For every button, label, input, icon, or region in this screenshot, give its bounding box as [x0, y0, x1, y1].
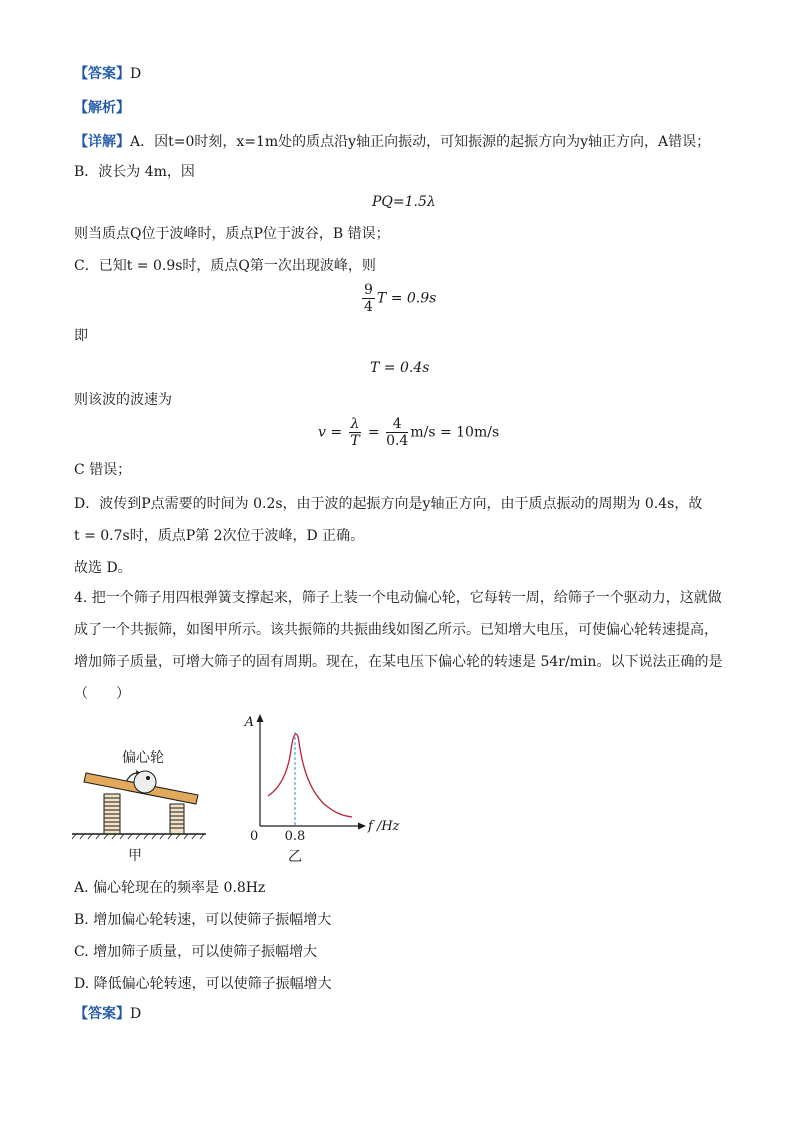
x-axis-label: [367, 819, 400, 834]
y-axis-label: A: [244, 715, 254, 730]
x-axis-arrow-icon: [358, 823, 366, 830]
option-b: B. 增加偏心轮转速，可以使筛子振幅增大: [74, 912, 332, 928]
detail-a-line: [74, 132, 710, 152]
x-axis-label-text: f /Hz: [368, 819, 400, 834]
fraction-numerator: λ: [350, 416, 360, 432]
detail-d-line-1: D．波传到P点需要的时间为 0.2s，由于波的起振方向是y轴正方向，由于质点振动的周期为 0.4s，故: [74, 496, 703, 512]
equation-period: T = 0.4s: [370, 360, 430, 376]
detail-c-ji: 即: [74, 328, 88, 344]
answer-tag: 【答案】: [74, 1006, 130, 1022]
equation-equals: =: [367, 424, 380, 441]
eccentric-wheel-icon: [134, 771, 156, 793]
equation-pq: PQ=1.5λ: [372, 194, 436, 210]
analysis-line: [74, 98, 130, 118]
equation-wave-speed: [318, 416, 499, 449]
origin-label: 0: [250, 829, 259, 844]
figure-yi-label: 乙: [288, 849, 302, 865]
equation-rest: T = 0.9s: [376, 290, 437, 307]
detail-c-line-1: C．已知t = 0.9s时，质点Q第一次出现波峰，则: [74, 258, 376, 274]
analysis-tag: 【解析】: [74, 100, 130, 116]
question-4-line-2: 成了一个共振筛，如图甲所示。该共振筛的共振曲线如图乙所示。已知增大电压，可使偏心轮转速提高，: [74, 622, 718, 638]
option-c: C. 增加筛子质量，可以使筛子振幅增大: [74, 944, 318, 960]
detail-tag: 【详解】: [74, 134, 130, 150]
equation-v: v =: [318, 424, 343, 441]
detail-b-line-1: B．波长为 4m，因: [74, 164, 195, 180]
detail-c-line-3: C 错误；: [74, 462, 132, 478]
answer-value: D: [130, 66, 142, 82]
fraction-denominator: 4: [364, 299, 373, 315]
question-4-line-4: （ ）: [74, 686, 130, 702]
ground-hatch: [72, 834, 204, 839]
fraction-numerator: 4: [386, 416, 408, 433]
wheel-label: 偏心轮: [122, 750, 164, 766]
y-axis-arrow-icon: [257, 714, 264, 722]
answer-value: D: [130, 1006, 142, 1022]
answer-line-1: [74, 64, 141, 84]
resonance-curve: [268, 734, 352, 817]
detail-c-line-2: 则该波的波速为: [74, 392, 172, 408]
fraction-lambda-t: [349, 416, 362, 449]
conclusion-line: 故选 D。: [74, 560, 132, 576]
equation-period-9-4: [360, 282, 436, 315]
question-4-line-3: 增加筛子质量，可增大筛子的固有周期。现在，在某电压下偏心轮的转速是 54r/min。以下说法正确的是: [74, 654, 723, 670]
answer-line-2: [74, 1004, 141, 1024]
spring-right-icon: [170, 804, 184, 834]
option-d: D. 降低偏心轮转速，可以使筛子振幅增大: [74, 976, 332, 992]
equation-rest: m/s = 10m/s: [410, 424, 500, 441]
fraction-9-4: [362, 282, 375, 315]
figure-resonance-curve: [240, 712, 400, 868]
figure-jia-label: 甲: [128, 848, 142, 864]
detail-a-text: A．因t=0时刻，x=1m处的质点沿y轴正向振动，可知振源的起振方向为y轴正方向，A错误；: [130, 134, 711, 150]
spring-left-icon: [104, 794, 120, 834]
question-4-line-1: 4. 把一个筛子用四根弹簧支撑起来，筛子上装一个电动偏心轮，它每转一周，给筛子一个驱动力，这就做: [74, 590, 722, 606]
fraction-denominator: T: [350, 433, 360, 449]
option-a: A. 偏心轮现在的频率是 0.8Hz: [74, 880, 266, 896]
detail-d-line-2: t = 0.7s时，质点P第 2次位于波峰，D 正确。: [74, 528, 365, 544]
fraction-denominator: 0.4: [386, 433, 409, 449]
figure-sieve-apparatus: [66, 740, 216, 870]
detail-b-line-2: 则当质点Q位于波峰时，质点P位于波谷，B 错误；: [74, 226, 390, 242]
wheel-axle-icon: [146, 776, 150, 780]
tick-label-0-8: 0.8: [284, 829, 306, 844]
answer-tag: 【答案】: [74, 66, 130, 82]
fraction-4-0-4: [386, 416, 408, 449]
fraction-numerator: 9: [364, 282, 373, 298]
